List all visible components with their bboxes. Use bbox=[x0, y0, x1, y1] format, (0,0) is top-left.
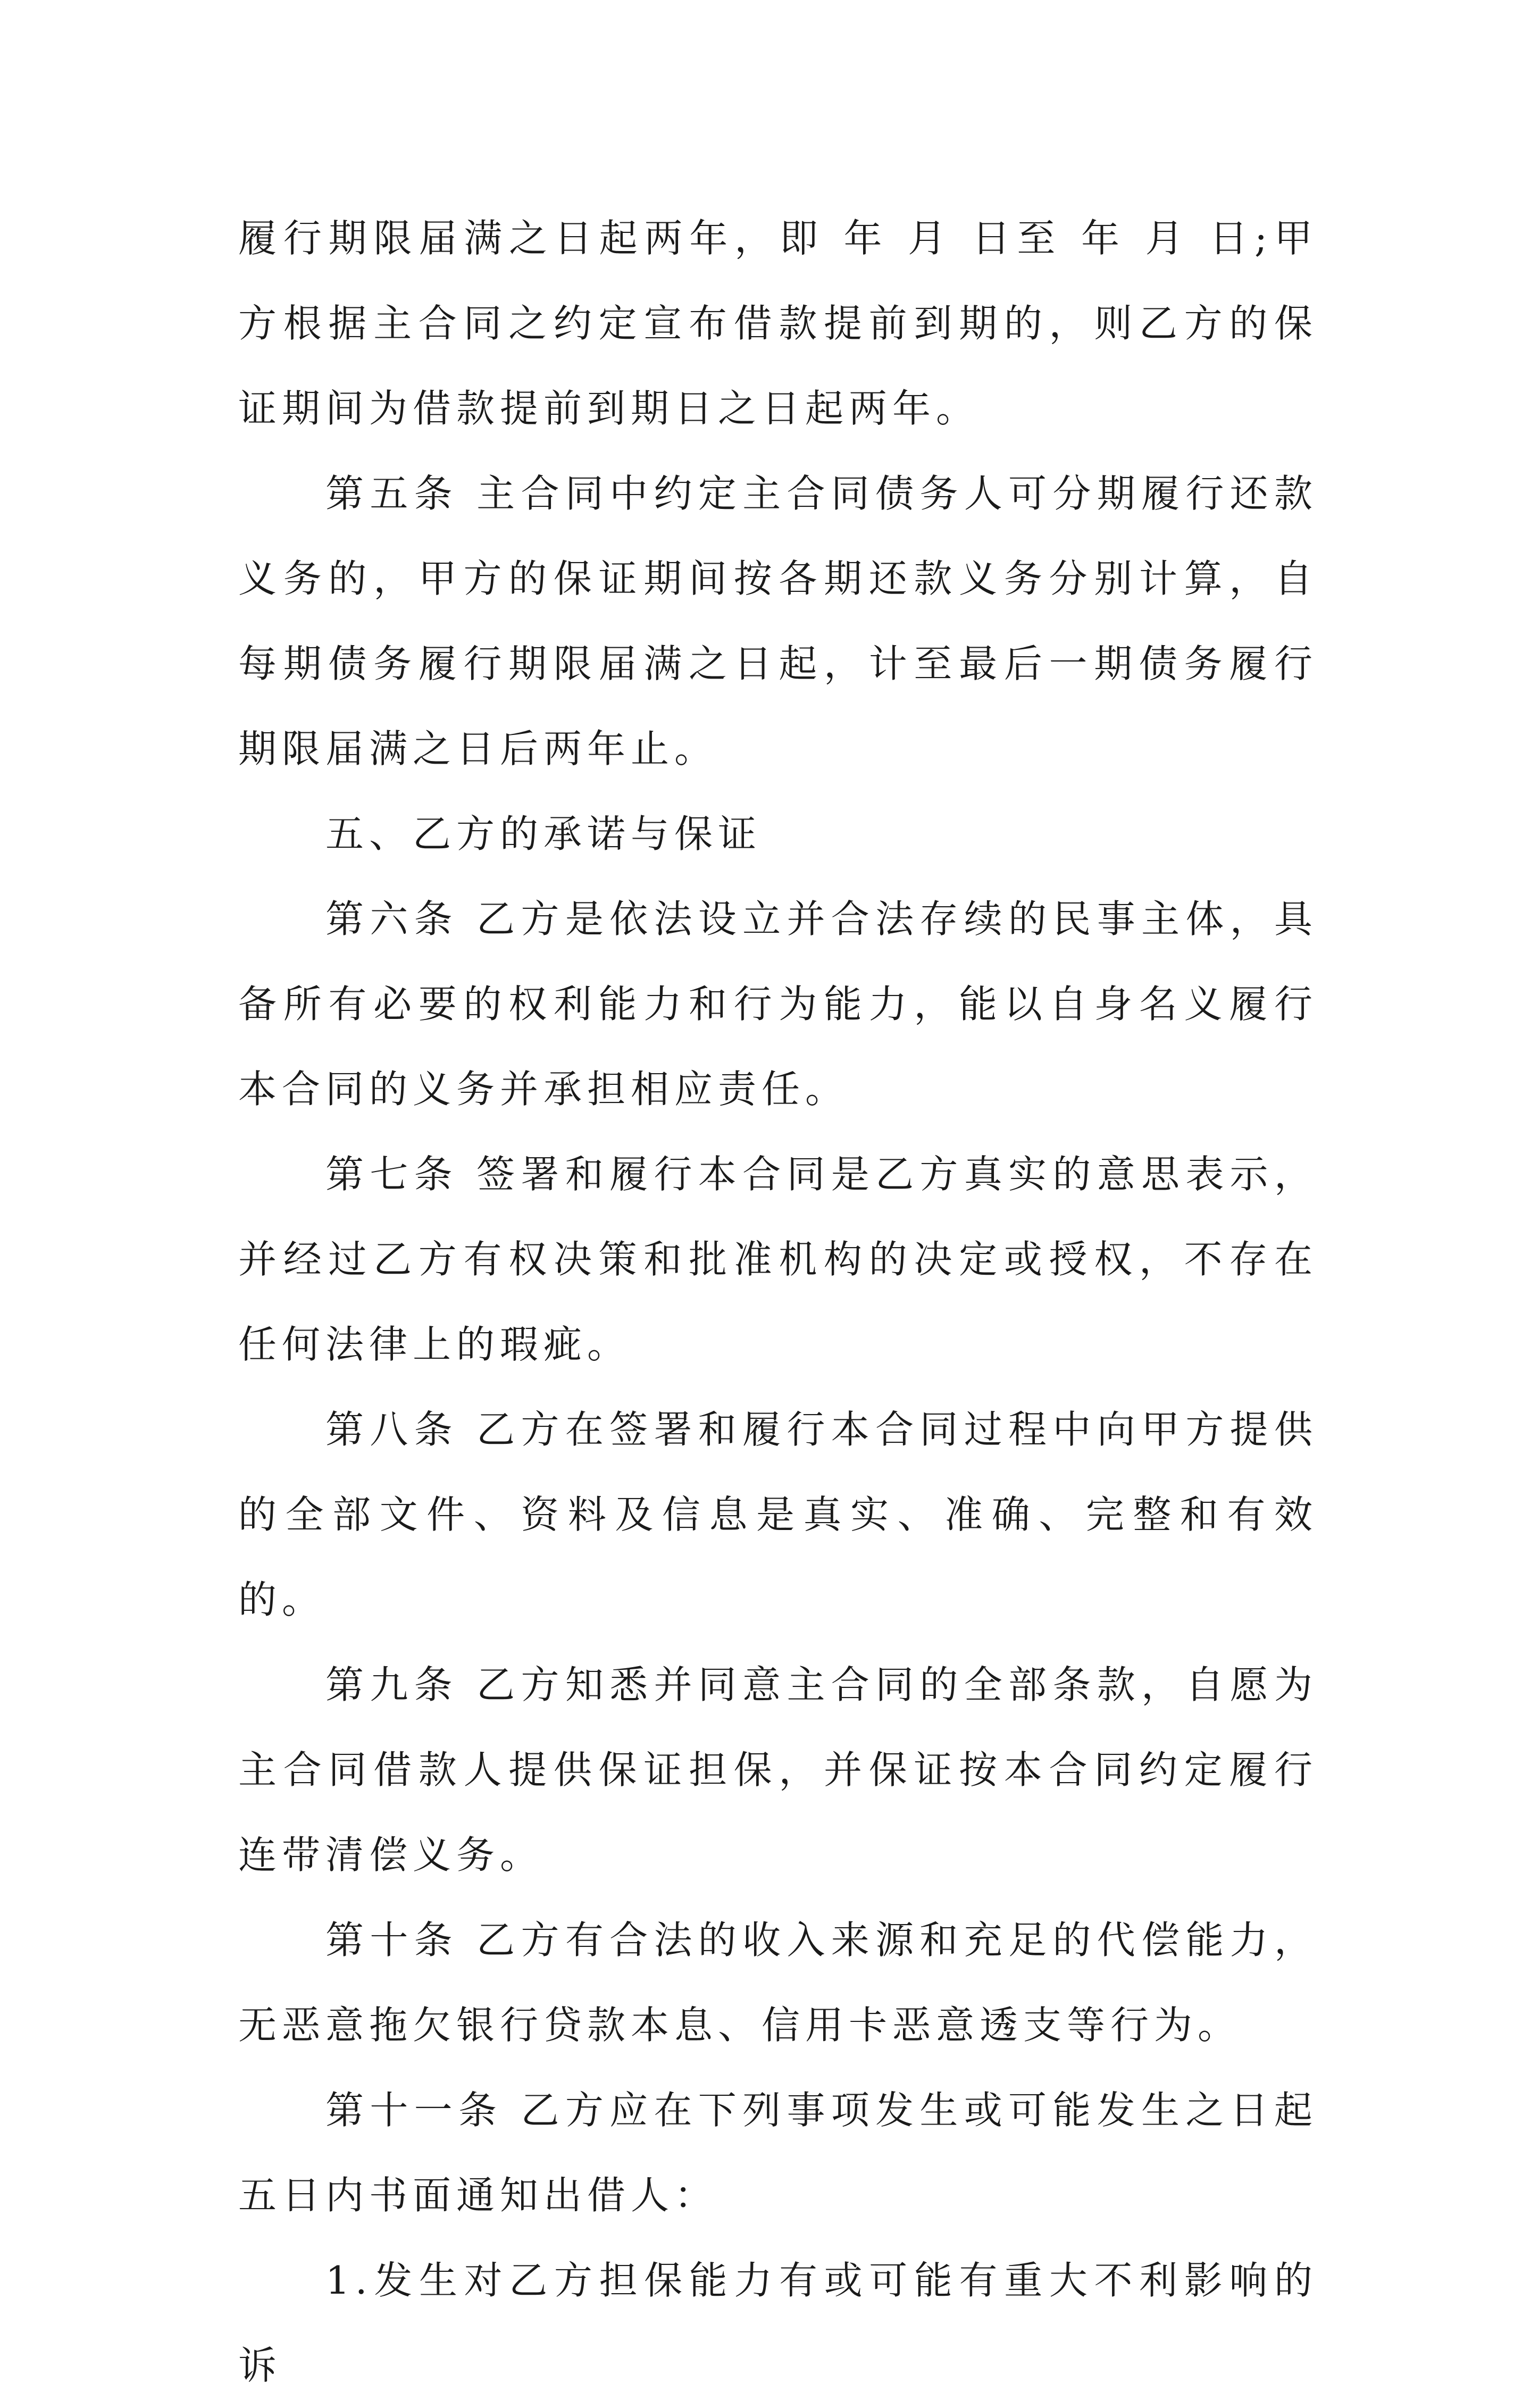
paragraph-article-8: 第八条 乙方在签署和履行本合同过程中向甲方提供的全部文件、资料及信息是真实、准确、完整和有效的。 bbox=[238, 1407, 1318, 1622]
paragraph-article-7: 第七条 签署和履行本合同是乙方真实的意思表示，并经过乙方有权决策和批准机构的决定或授权，不存在任何法律上的瑕疵。 bbox=[238, 1152, 1318, 1367]
paragraph-article-5: 第五条 主合同中约定主合同债务人可分期履行还款义务的，甲方的保证期间按各期还款义务分别计算，自每期债务履行期限届满之日起，计至最后一期债务履行期限届满之日后两年止。 bbox=[238, 471, 1318, 771]
paragraph-article-6: 第六条 乙方是依法设立并合法存续的民事主体，具备所有必要的权利能力和行为能力，能以自身名义履行本合同的义务并承担相应责任。 bbox=[238, 897, 1318, 1111]
document-body bbox=[238, 196, 1318, 2408]
list-item-1: 1.发生对乙方担保能力有或可能有重大不利影响的诉 bbox=[238, 2258, 1318, 2388]
section-heading-representations: 五、乙方的承诺与保证 bbox=[325, 812, 762, 856]
paragraph-article-9: 第九条 乙方知悉并同意主合同的全部条款，自愿为主合同借款人提供保证担保，并保证按本合同约定履行连带清偿义务。 bbox=[238, 1662, 1318, 1877]
paragraph-article-11: 第十一条 乙方应在下列事项发生或可能发生之日起五日内书面通知出借人： bbox=[238, 2088, 1318, 2218]
paragraph-article-10: 第十条 乙方有合法的收入来源和充足的代偿能力，无恶意拖欠银行贷款本息、信用卡恶意透支等行为。 bbox=[238, 1918, 1318, 2047]
paragraph-guarantee-period-continued: 履行期限届满之日起两年，即 年 月 日至 年 月 日;甲方根据主合同之约定宣布借款提前到期的，则乙方的保证期间为借款提前到期日之日起两年。 bbox=[238, 216, 1318, 431]
